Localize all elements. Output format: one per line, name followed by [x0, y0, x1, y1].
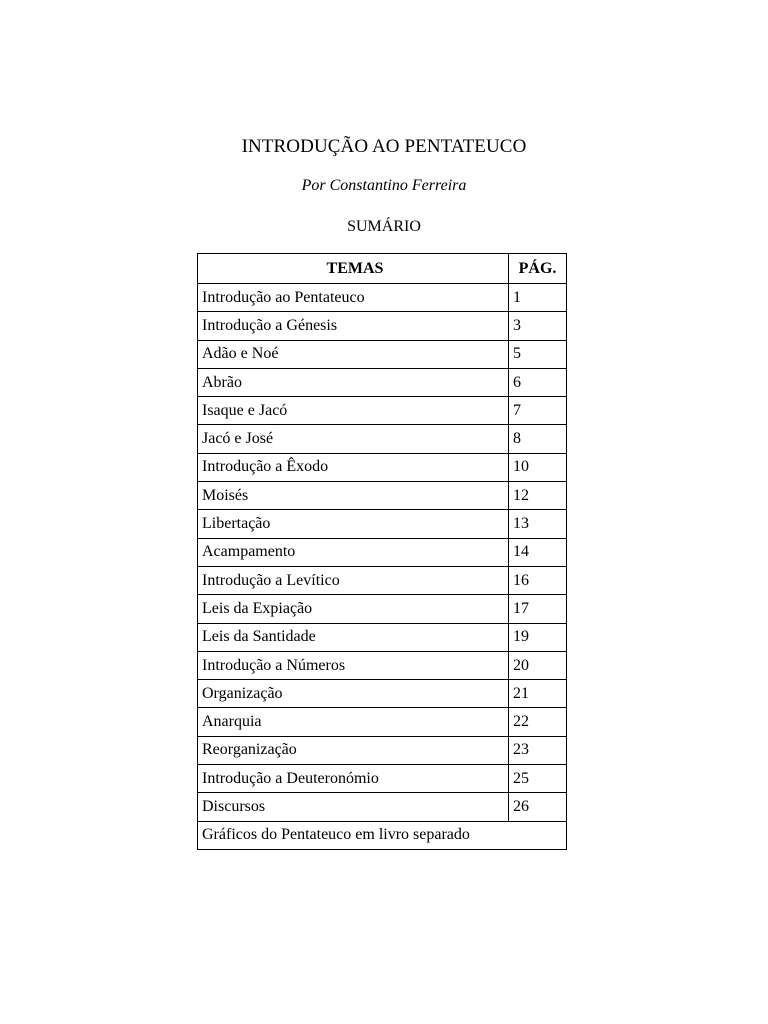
footer-note-cell: Gráficos do Pentateuco em livro separado	[198, 821, 567, 849]
page-number-cell: 8	[509, 425, 567, 453]
summary-heading: SUMÁRIO	[347, 218, 421, 235]
table-of-contents	[197, 253, 567, 850]
page-number-cell: 21	[509, 680, 567, 708]
table-body	[198, 284, 567, 850]
table-row	[198, 566, 567, 594]
document-title: INTRODUÇÃO AO PENTATEUCO	[241, 136, 527, 157]
topic-cell: Acampamento	[198, 538, 509, 566]
page-number-cell: 5	[509, 340, 567, 368]
topic-cell: Introdução a Deuteronómio	[198, 765, 509, 793]
table-footer-row	[198, 821, 567, 849]
topic-cell: Abrão	[198, 368, 509, 396]
topic-cell: Introdução a Levítico	[198, 566, 509, 594]
table-row	[198, 708, 567, 736]
column-header-topics: TEMAS	[198, 254, 509, 284]
topic-cell: Reorganização	[198, 736, 509, 764]
table-row	[198, 482, 567, 510]
table-row	[198, 651, 567, 679]
table-row	[198, 680, 567, 708]
table-row	[198, 510, 567, 538]
topic-cell: Anarquia	[198, 708, 509, 736]
topic-cell: Introdução a Génesis	[198, 312, 509, 340]
table-row	[198, 623, 567, 651]
page-number-cell: 25	[509, 765, 567, 793]
table-row	[198, 453, 567, 481]
page-number-cell: 10	[509, 453, 567, 481]
author-line: Por Constantino Ferreira	[301, 177, 467, 194]
topic-cell: Leis da Santidade	[198, 623, 509, 651]
table-row	[198, 793, 567, 821]
page-number-cell: 14	[509, 538, 567, 566]
page-number-cell: 3	[509, 312, 567, 340]
page-number-cell: 23	[509, 736, 567, 764]
topic-cell: Introdução a Êxodo	[198, 453, 509, 481]
topic-cell: Discursos	[198, 793, 509, 821]
table-row	[198, 736, 567, 764]
column-header-page: PÁG.	[509, 254, 567, 284]
table-row	[198, 765, 567, 793]
page-number-cell: 20	[509, 651, 567, 679]
table-row	[198, 397, 567, 425]
topic-cell: Libertação	[198, 510, 509, 538]
page-number-cell: 13	[509, 510, 567, 538]
page-number-cell: 19	[509, 623, 567, 651]
table-row	[198, 595, 567, 623]
page-number-cell: 7	[509, 397, 567, 425]
page-number-cell: 6	[509, 368, 567, 396]
table-row	[198, 368, 567, 396]
topic-cell: Introdução a Números	[198, 651, 509, 679]
topic-cell: Leis da Expiação	[198, 595, 509, 623]
table-row	[198, 312, 567, 340]
topic-cell: Isaque e Jacó	[198, 397, 509, 425]
topic-cell: Introdução ao Pentateuco	[198, 284, 509, 312]
table-row	[198, 425, 567, 453]
page-number-cell: 16	[509, 566, 567, 594]
table-row	[198, 538, 567, 566]
page-number-cell: 12	[509, 482, 567, 510]
page-number-cell: 1	[509, 284, 567, 312]
table-row	[198, 340, 567, 368]
page-number-cell: 26	[509, 793, 567, 821]
topic-cell: Moisés	[198, 482, 509, 510]
page-number-cell: 17	[509, 595, 567, 623]
topic-cell: Jacó e José	[198, 425, 509, 453]
page-number-cell: 22	[509, 708, 567, 736]
table-row	[198, 284, 567, 312]
table-header-row	[198, 254, 567, 284]
topic-cell: Organização	[198, 680, 509, 708]
topic-cell: Adão e Noé	[198, 340, 509, 368]
